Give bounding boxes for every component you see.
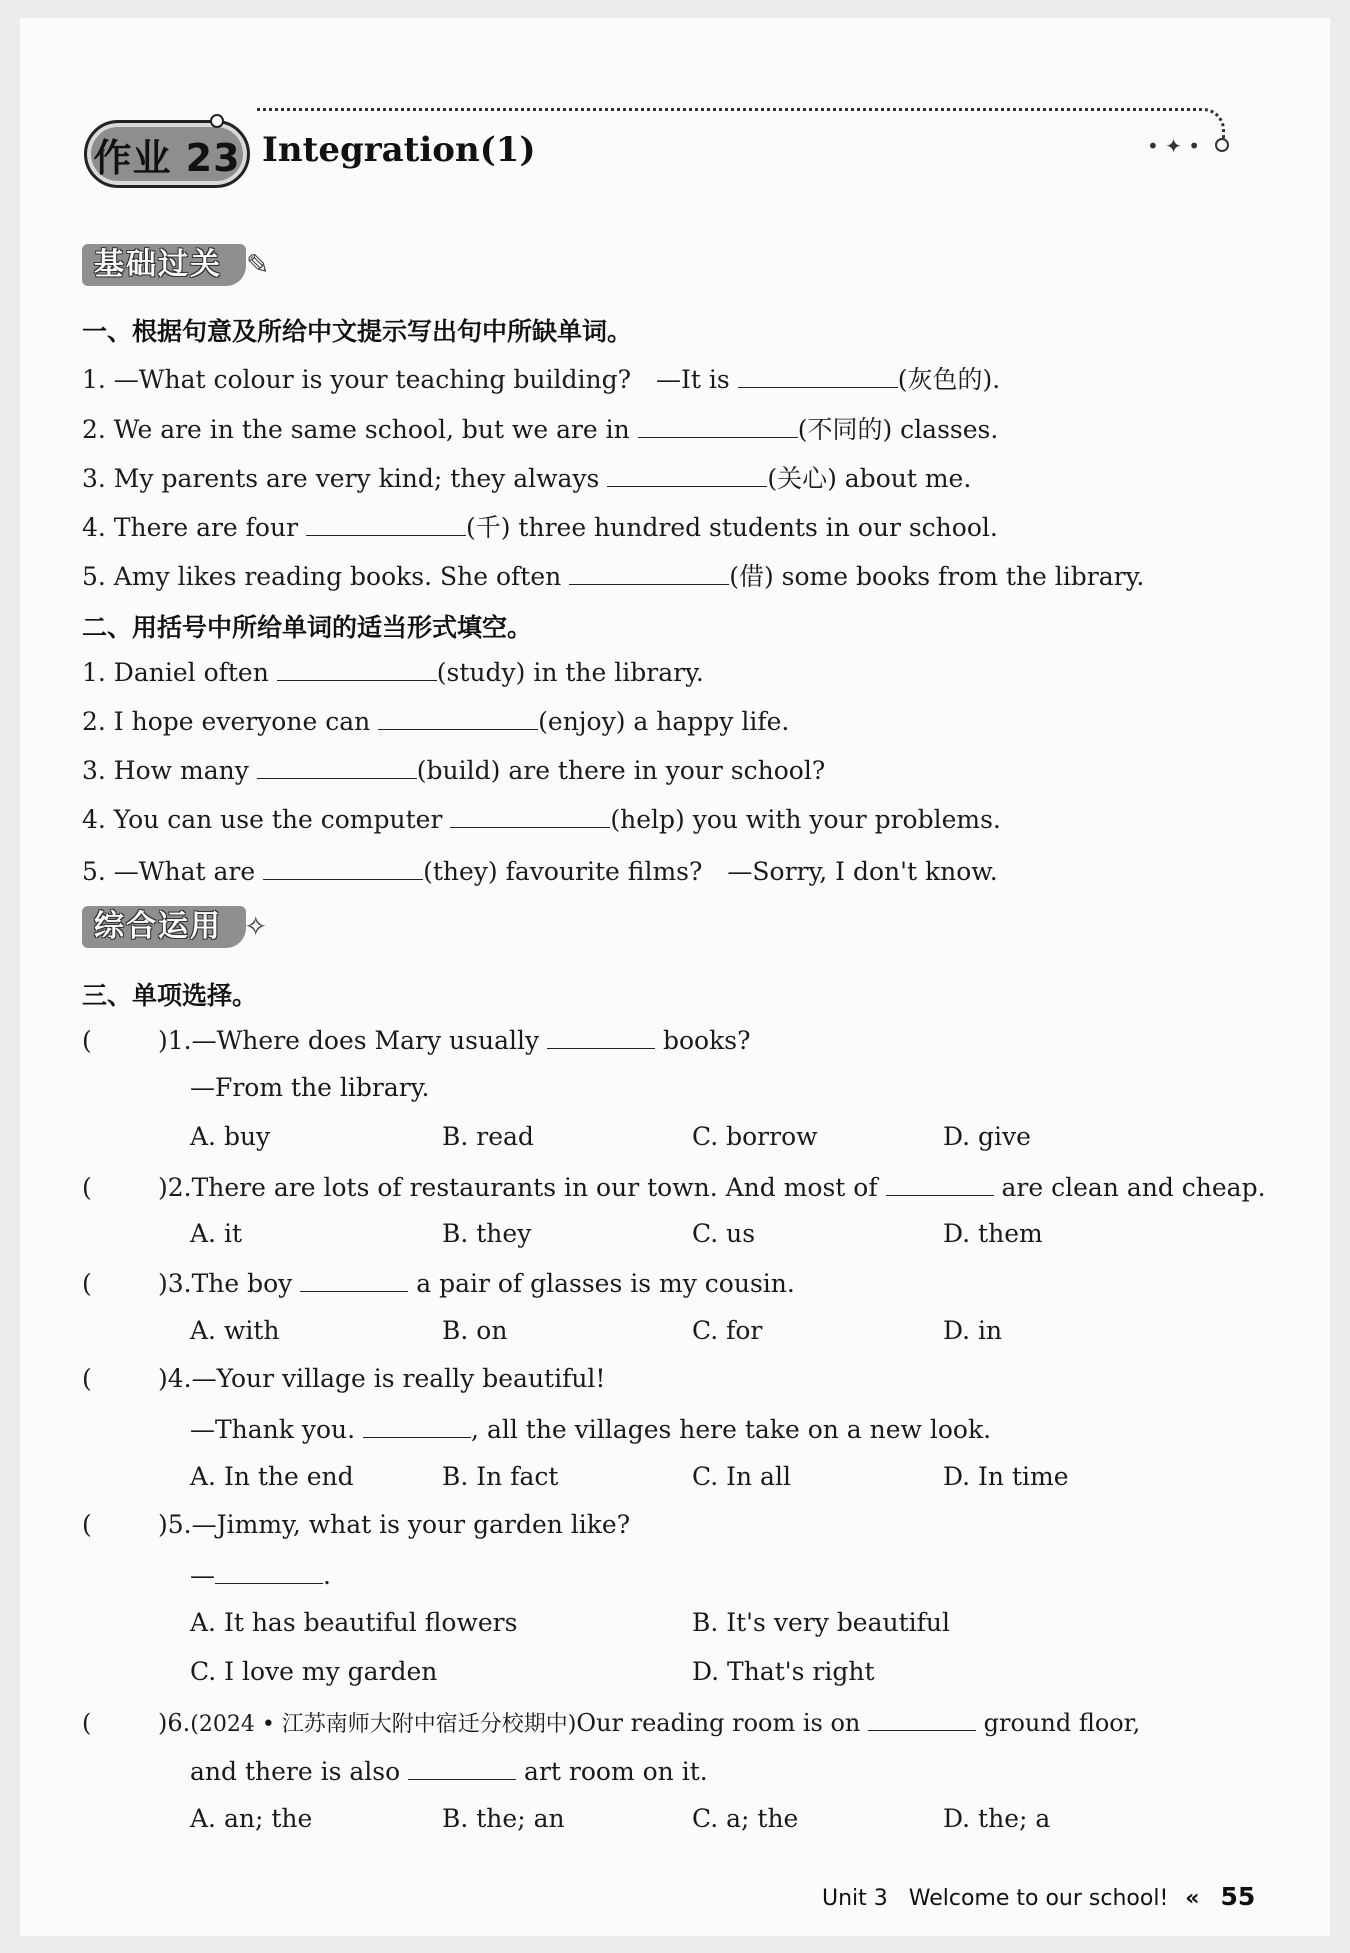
option-c[interactable]: C. us <box>692 1219 756 1248</box>
option-b[interactable]: B. It's very beautiful <box>692 1608 950 1637</box>
part1-item-2: 2. We are in the same school, but we are in (不同的) classes. <box>82 415 999 444</box>
option-c[interactable]: C. In all <box>692 1462 791 1491</box>
star-burst-icon: ✧ <box>244 910 268 943</box>
answer-blank[interactable] <box>569 560 729 585</box>
option-b[interactable]: B. In fact <box>442 1462 559 1491</box>
answer-bracket[interactable]: ( <box>82 1173 92 1202</box>
part2-item-4: 4. You can use the computer (help) you with your problems. <box>82 805 1001 834</box>
part1-item-1: 1. —What colour is your teaching building? —It is (灰色的). <box>82 365 1001 394</box>
question-4-line2: —Thank you. , all the villages here take on a new look. <box>190 1415 992 1444</box>
section-tag-comprehensive: 综合运用 <box>82 906 246 948</box>
part2-item-5: 5. —What are (they) favourite films? —Sorry, I don't know. <box>82 857 998 886</box>
answer-blank[interactable] <box>450 803 610 828</box>
question-3: ( )3.The boy a pair of glasses is my cousin. <box>82 1269 795 1298</box>
question-4: ( )4.—Your village is really beautiful! <box>82 1364 606 1393</box>
option-d[interactable]: D. them <box>943 1219 1043 1248</box>
option-b[interactable]: B. they <box>442 1219 532 1248</box>
question-5: ( )5.—Jimmy, what is your garden like? <box>82 1510 631 1539</box>
option-a[interactable]: A. It has beautiful flowers <box>190 1608 518 1637</box>
option-d[interactable]: D. in <box>943 1316 1003 1345</box>
option-a[interactable]: A. with <box>190 1316 280 1345</box>
unit-title: Welcome to our school! <box>908 1886 1169 1911</box>
assignment-header <box>62 100 1242 200</box>
option-a[interactable]: A. it <box>190 1219 242 1248</box>
page-title: Integration(1) <box>262 130 536 170</box>
answer-bracket[interactable]: ( <box>82 1364 92 1393</box>
option-a[interactable]: A. an; the <box>190 1804 313 1833</box>
answer-blank[interactable] <box>215 1559 323 1584</box>
option-b[interactable]: B. on <box>442 1316 508 1345</box>
answer-blank[interactable] <box>607 462 767 487</box>
question-6: ( )6.(2024 • 江苏南师大附中宿迁分校期中)Our reading room is on ground floor, <box>82 1706 1140 1738</box>
answer-blank[interactable] <box>257 754 417 779</box>
option-c[interactable]: C. borrow <box>692 1122 818 1151</box>
answer-bracket[interactable]: ( <box>82 1269 92 1298</box>
option-d[interactable]: D. In time <box>943 1462 1069 1491</box>
page-footer <box>822 1882 1255 1911</box>
part1-item-3: 3. My parents are very kind; they always (关心) about me. <box>82 464 972 493</box>
question-2: ( )2.There are lots of restaurants in our town. And most of are clean and cheap. <box>82 1173 1266 1202</box>
answer-blank[interactable] <box>408 1755 516 1780</box>
part2-item-2: 2. I hope everyone can (enjoy) a happy life. <box>82 707 790 736</box>
question-source: (2024 • 江苏南师大附中宿迁分校期中) <box>190 1712 577 1737</box>
part1-item-4: 4. There are four (千) three hundred students in our school. <box>82 513 998 542</box>
answer-bracket[interactable]: ( <box>82 1709 92 1737</box>
answer-blank[interactable] <box>378 705 538 730</box>
option-b[interactable]: B. read <box>442 1122 534 1151</box>
answer-blank[interactable] <box>738 363 898 388</box>
answer-blank[interactable] <box>363 1413 471 1438</box>
question-6-line2: and there is also art room on it. <box>190 1757 708 1786</box>
chevron-left-icon: « <box>1185 1886 1200 1911</box>
question-5-line2: — . <box>190 1561 331 1590</box>
unit-label: Unit 3 <box>822 1886 888 1911</box>
answer-blank[interactable] <box>277 656 437 681</box>
answer-bracket[interactable]: ( <box>82 1510 92 1539</box>
option-c[interactable]: C. a; the <box>692 1804 799 1833</box>
pencil-icon: ✎ <box>246 248 270 281</box>
page-number: 55 <box>1220 1882 1256 1911</box>
option-d[interactable]: D. That's right <box>692 1657 875 1686</box>
decorative-circle-icon <box>210 114 224 128</box>
assignment-badge: 作业 23 <box>84 120 250 188</box>
part2-heading: 二、用括号中所给单词的适当形式填空。 <box>82 613 533 642</box>
answer-bracket[interactable]: ( <box>82 1026 92 1055</box>
question-1-line2: —From the library. <box>190 1073 430 1102</box>
option-d[interactable]: D. the; a <box>943 1804 1051 1833</box>
option-a[interactable]: A. buy <box>190 1122 271 1151</box>
option-c[interactable]: C. I love my garden <box>190 1657 438 1686</box>
part1-heading: 一、根据句意及所给中文提示写出句中所缺单词。 <box>82 317 633 346</box>
section-tag-basic: 基础过关 <box>82 244 246 286</box>
option-c[interactable]: C. for <box>692 1316 763 1345</box>
question-1: ( )1.—Where does Mary usually books? <box>82 1026 751 1055</box>
answer-blank[interactable] <box>300 1267 408 1292</box>
part2-item-3: 3. How many (build) are there in your school? <box>82 756 826 785</box>
sparkle-icon: • ✦ • <box>1147 134 1201 158</box>
answer-blank[interactable] <box>638 413 798 438</box>
part3-heading: 三、单项选择。 <box>82 981 258 1010</box>
option-d[interactable]: D. give <box>943 1122 1031 1151</box>
option-b[interactable]: B. the; an <box>442 1804 565 1833</box>
answer-blank[interactable] <box>868 1706 976 1731</box>
decorative-circle-icon <box>1215 138 1229 152</box>
answer-blank[interactable] <box>263 855 423 880</box>
part1-item-5: 5. Amy likes reading books. She often (借) some books from the library. <box>82 562 1145 591</box>
part2-item-1: 1. Daniel often (study) in the library. <box>82 658 704 687</box>
answer-blank[interactable] <box>547 1024 655 1049</box>
option-a[interactable]: A. In the end <box>190 1462 354 1491</box>
answer-blank[interactable] <box>306 511 466 536</box>
answer-blank[interactable] <box>886 1171 994 1196</box>
